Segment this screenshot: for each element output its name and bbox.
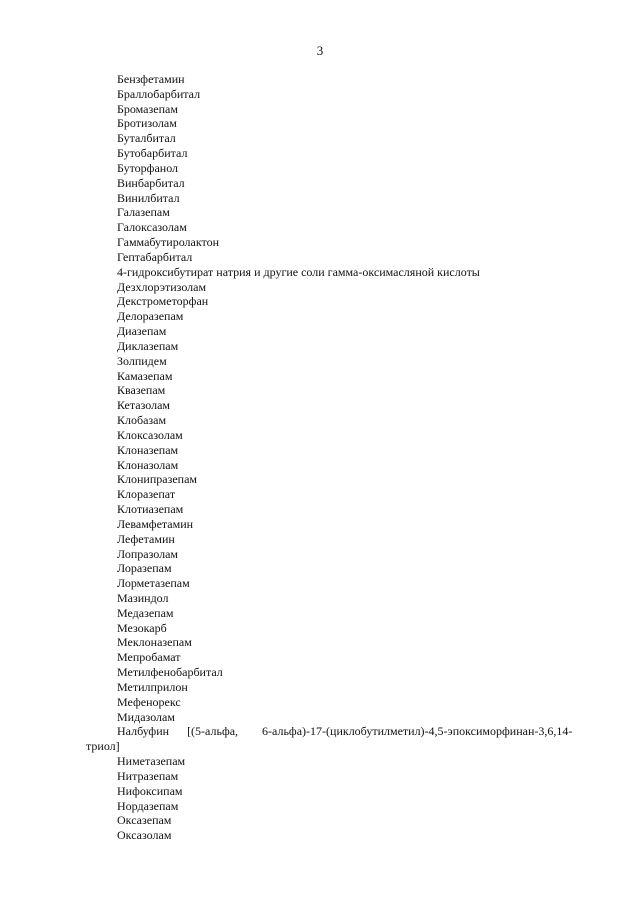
list-item: Нифоксипам — [117, 783, 183, 798]
list-item: Лорметазепам — [117, 576, 190, 591]
list-item: Оксазепам — [117, 813, 172, 828]
list-item: Бензфетамин — [117, 72, 185, 86]
list-item: Диклазепам — [117, 338, 179, 353]
list-item: Буторфанол — [117, 160, 179, 175]
list-item: Золпидем — [117, 353, 167, 368]
list-item: Мазиндол — [117, 590, 169, 605]
list-item: Лефетамин — [117, 531, 175, 546]
list-item: Винбарбитал — [117, 175, 185, 190]
list-item: Декстрометорфан — [117, 294, 209, 309]
list-item: Кетазолам — [117, 398, 171, 413]
page-number: 3 — [316, 43, 324, 58]
list-item: Метилфенобарбитал — [117, 665, 223, 680]
list-item: Оксазолам — [117, 828, 172, 843]
nalbuphine-formula-part-1: [(5-альфа, — [187, 724, 239, 739]
list-item: Винилбитал — [117, 190, 180, 205]
list-item: Лоразепам — [117, 561, 172, 576]
list-item: Клотиазепам — [117, 502, 184, 517]
list-item: Клобазам — [117, 413, 167, 428]
list-item: Диазепам — [117, 324, 167, 339]
list-item: Бромазепам — [117, 101, 178, 116]
list-item: Галоксазолам — [117, 220, 187, 235]
list-item: Метилприлон — [117, 679, 188, 694]
list-item: Ниметазепам — [117, 754, 186, 769]
list-item: Дезхлорэтизолам — [117, 279, 207, 294]
list-item: Клоксазолам — [117, 427, 183, 442]
list-item: Левамфетамин — [117, 516, 194, 531]
list-item: Лопразолам — [117, 546, 179, 561]
nalbuphine-line-1 — [117, 724, 596, 739]
list-item: 4-гидроксибутират натрия и другие соли гамма-оксимасляной кислоты — [117, 264, 480, 279]
list-item: Медазепам — [117, 605, 174, 620]
list-item: Меклоназепам — [117, 635, 192, 650]
list-item: Галазепам — [117, 205, 170, 220]
list-item: Квазепам — [117, 383, 166, 398]
list-item: Клоназолам — [117, 457, 179, 472]
list-item: Мефенорекс — [117, 694, 181, 709]
list-item: Гептабарбитал — [117, 249, 193, 264]
list-item: Буталбитал — [117, 131, 176, 146]
list-item: Гаммабутиролактон — [117, 235, 220, 250]
list-item: Клоназепам — [117, 442, 179, 457]
list-item: Мезокарб — [117, 620, 167, 635]
list-item: Бротизолам — [117, 116, 177, 131]
nalbuphine-formula-part-3: триол] — [86, 739, 120, 754]
list-item: Нордазепам — [117, 798, 179, 813]
list-item: Мепробамат — [117, 650, 181, 665]
list-item: Бутобарбитал — [117, 146, 188, 161]
list-item: Клонипразепам — [117, 472, 197, 487]
nalbuphine-formula-part-2: 6-альфа)-17-(циклобутилметил)-4,5-эпоксиморфинан-3,6,14- — [262, 724, 573, 739]
list-item: Камазепам — [117, 368, 173, 383]
list-item: Браллобарбитал — [117, 86, 201, 101]
list-item: Нитразепам — [117, 768, 179, 783]
substance-list — [0, 72, 640, 843]
list-item-nalbuphine — [0, 724, 640, 754]
list-item: Делоразепам — [117, 309, 184, 324]
nalbuphine-name: Налбуфин — [117, 724, 170, 739]
list-item: Клоразепат — [117, 487, 176, 502]
list-item: Мидазолам — [117, 709, 175, 724]
